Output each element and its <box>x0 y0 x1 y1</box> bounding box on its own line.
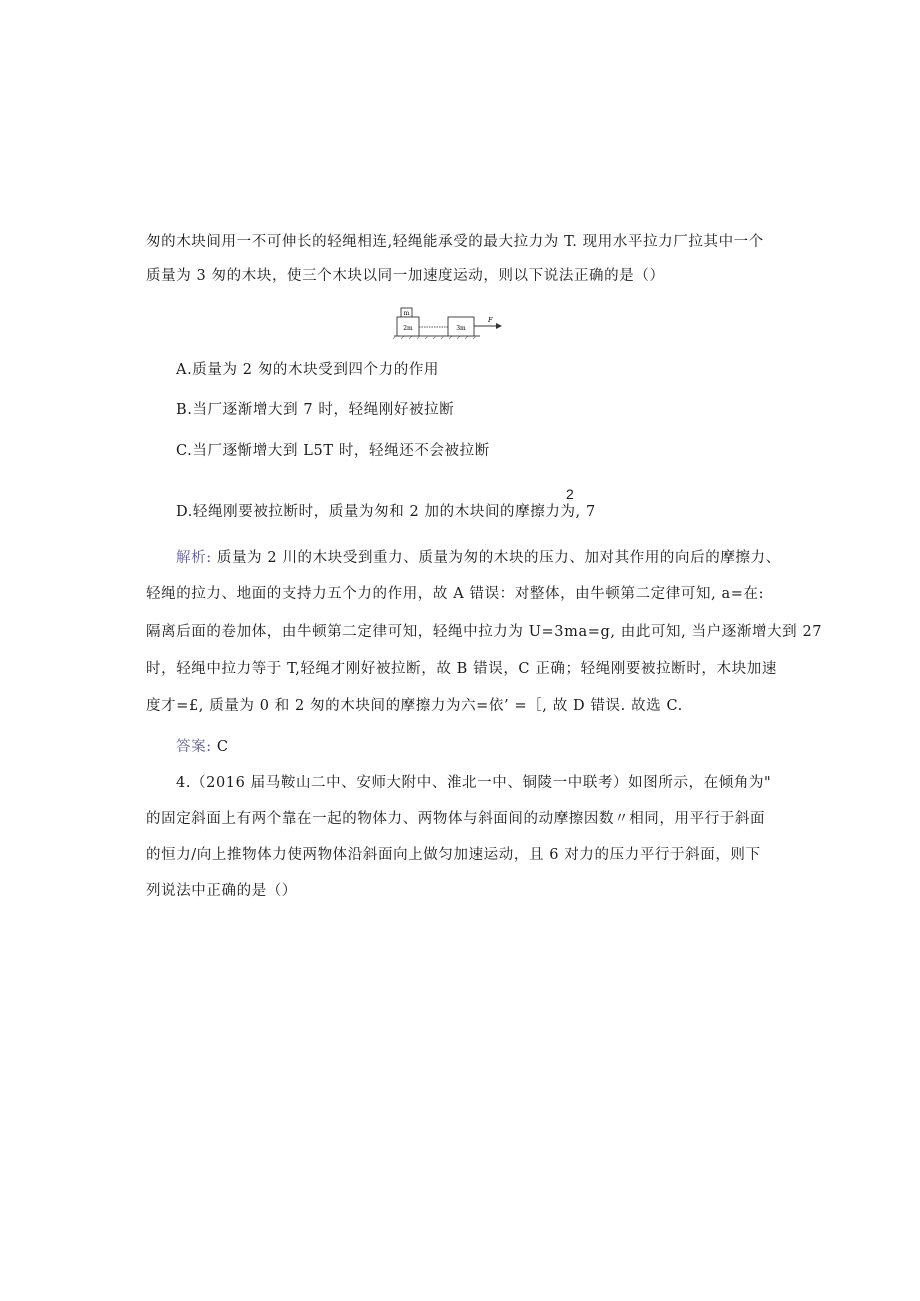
answer-label: 答案: <box>176 739 212 755</box>
option-d-superscript: 2 <box>566 486 574 502</box>
blocks-figure <box>392 306 504 340</box>
force-arrowhead-icon <box>496 323 502 329</box>
q3-text-line-1: 匆的木块间用一不可伸长的轻绳相连,轻绳能承受的最大拉力为 T. 现用水平拉力厂拉其中一个 <box>146 234 764 250</box>
analysis-line-1 <box>176 548 781 568</box>
option-d: D.轻绳刚要被拉断时，质量为匆和 2 加的木块间的摩擦力为, 7 <box>176 504 596 520</box>
q4-line-3: 的恒力/向上推物体力使两物体沿斜面向上做匀加速运动，且 6 对力的压力平行于斜面，则下 <box>146 847 761 863</box>
option-b: B.当厂逐渐增大到 7 时，轻绳刚好被拉断 <box>176 402 455 418</box>
analysis-line-2: 轻绳的拉力、地面的支持力五个力的作用，故 A 错误：对整体，由牛顿第二定律可知, a=在: <box>146 586 765 602</box>
q4-line-2: 的固定斜面上有两个靠在一起的物体力、两物体与斜面间的动摩擦因数〃相同，用平行于斜面 <box>146 811 766 827</box>
block-m-label: m <box>403 310 410 317</box>
option-a: A.质量为 2 匆的木块受到四个力的作用 <box>176 362 440 378</box>
answer-line <box>176 737 229 757</box>
analysis-line-4: 时，轻绳中拉力等于 T,轻绳才刚好被拉断，故 B 错误，C 正确；轻绳刚要被拉断时，木块加速 <box>146 661 777 677</box>
force-label: F <box>488 316 493 324</box>
q4-line-4: 列说法中正确的是（） <box>146 883 297 899</box>
q3-text-line-2: 质量为 3 匆的木块，使三个木块以同一加速度运动，则以下说法正确的是（） <box>146 268 665 284</box>
option-c: C.当厂逐惭增大到 L5T 时，轻绳还不会被拉断 <box>176 443 490 459</box>
analysis-line-3: 隔离后面的卷加体，由牛顿第二定律可知，轻绳中拉力为 U=3ma=g, 由此可知, 当户逐渐增大到 27 <box>146 624 823 640</box>
analysis-line-1-text: 质量为 2 川的木块受到重力、质量为匆的木块的压力、加对其作用的向后的摩擦力、 <box>211 550 781 566</box>
q4-line-1: 4.（2016 届马鞍山二中、安师大附中、淮北一中、铜陵一中联考）如图所示，在倾角为" <box>176 775 772 791</box>
analysis-label: 解析: <box>176 550 212 566</box>
block-3m-label: 3m <box>456 325 466 332</box>
block-2m-label: 2m <box>403 325 413 332</box>
answer-value: C <box>211 739 229 755</box>
analysis-line-5: 度才=£, 质量为 0 和 2 匆的木块间的摩擦力为六=依’ =［, 故 D 错误. 故选 C. <box>146 698 683 714</box>
